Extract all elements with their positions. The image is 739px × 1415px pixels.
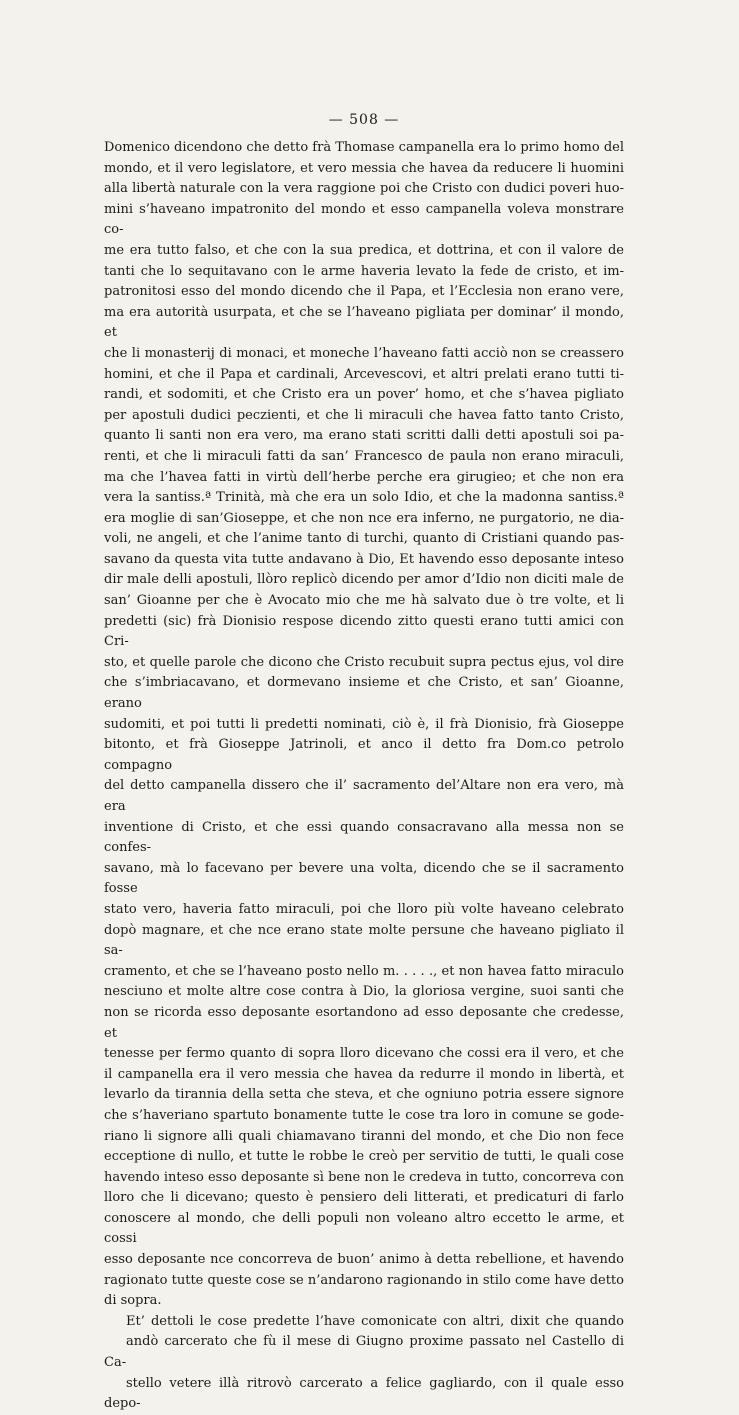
text-line: Et’ dettoli le cose predette l’have comonicate con altri, dixit che quando: [126, 1313, 624, 1329]
text-line: ma era autorità usurpata, et che se l’haveano pigliata per dominar’ il mondo, et: [104, 304, 624, 341]
page-number: — 508 —: [328, 112, 400, 128]
text-line: andò carcerato che fù il mese di Giugno proxime passato nel Castello di Ca-: [104, 1334, 624, 1371]
text-line: predetti (sic) frà Dionisio respose dicendo zitto questi erano tutti amici con Cri-: [104, 613, 624, 650]
text-line: per apostuli dudici peczienti, et che li miraculi che havea fatto tanto Cristo,: [104, 407, 624, 423]
paragraph: [104, 1312, 624, 1415]
text-line: havendo inteso esso deposante sì bene non le credeva in tutto, concorreva con: [104, 1169, 624, 1185]
text-line: che s’imbriacavano, et dormevano insieme et che Cristo, et san’ Gioanne, erano: [104, 675, 624, 712]
text-line: che s’haveriano spartuto bonamente tutte le cose tra loro in comune se gode-: [104, 1107, 624, 1123]
text-line: quanto li santi non era vero, ma erano stati scritti dalli detti apostuli soi pa-: [104, 428, 624, 444]
text-line: non se ricorda esso deposante esortandono ad esso deposante che credesse, et: [104, 1004, 624, 1041]
text-line: che li monasterij di monaci, et moneche l’haveano fatti acciò non se creassero: [104, 345, 624, 361]
text-line: homini, et che il Papa et cardinali, Arcevescovi, et altri prelati erano tutti ti-: [104, 366, 624, 382]
text-line: stato vero, haveria fatto miraculi, poi che lloro più volte haveano celebrato: [104, 901, 624, 917]
text-line: mondo, et il vero legislatore, et vero messia che havea da reducere li huomini: [104, 160, 624, 176]
text-line: san’ Gioanne per che è Avocato mio che me hà salvato due ò tre volte, et li: [104, 593, 624, 609]
text-line: savano da questa vita tutte andavano à Dio, Et havendo esso deposante inteso: [104, 551, 624, 567]
text-line: sudomiti, et poi tutti li predetti nominati, ciò è, il frà Dionisio, frà Gioseppe: [104, 716, 624, 732]
text-line: vera la santiss.ª Trinità, mà che era un solo Idio, et che la madonna santiss.ª: [104, 490, 624, 506]
text-line: era moglie di san’Gioseppe, et che non nce era inferno, ne purgatorio, ne dia-: [104, 510, 624, 526]
text-line: ragionato tutte queste cose se n’andarono ragionando in stilo come have detto: [104, 1272, 624, 1288]
text-line: bitonto, et frà Gioseppe Jatrinoli, et anco il detto fra Dom.co petrolo compagno: [104, 737, 624, 773]
text-line: il campanella era il vero messia che havea da redurre il mondo in libertà, et: [104, 1066, 624, 1082]
paragraph: [104, 138, 624, 1312]
text-line: sto, et quelle parole che dicono che Cristo recubuit supra pectus ejus, vol dire: [104, 654, 624, 670]
text-line: stello vetere illà ritrovò carcerato a felice gagliardo, con il quale esso depo-: [104, 1375, 624, 1412]
text-line: esso deposante nce concorreva de buon’ animo à detta rebellione, et havendo: [104, 1252, 624, 1268]
text-line: me era tutto falso, et che con la sua predica, et dottrina, et con il valore de: [104, 242, 624, 258]
text-line: dir male delli apostuli, llòro replicò dicendo per amor d’Idio non diciti male de: [104, 572, 624, 588]
text-line: nesciuno et molte altre cose contra à Dio, la gloriosa vergine, suoi santi che: [104, 984, 624, 1000]
text-line: inventione di Cristo, et che essi quando consacravano alla messa non se confes-: [104, 819, 624, 856]
text-line: Domenico dicendono che detto frà Thomase campanella era lo primo homo del: [104, 140, 624, 155]
text-line: ma che l’havea fatti in virtù dell’herbe perche era girugieo; et che non era: [104, 469, 624, 485]
text-line: savano, mà lo facevano per bevere una volta, dicendo che se il sacramento fosse: [104, 860, 624, 897]
text-line: del detto campanella dissero che il’ sacramento del’Altare non era vero, mà era: [104, 778, 624, 814]
text-line: tanti che lo sequitavano con le arme haveria levato la fede de cristo, et im-: [104, 263, 624, 279]
text-line: ecceptione di nullo, et tutte le robbe le creò per servitio de tutti, le quali cose: [104, 1149, 624, 1165]
text-line: patronitosi esso del mondo dicendo che il Papa, et l’Ecclesia non erano vere,: [104, 284, 624, 300]
text-line: renti, et che li miraculi fatti da san’ Francesco de paula non erano miraculi,: [104, 448, 624, 464]
text-line: levarlo da tirannia della setta che steva, et che ogniuno potria essere signore: [104, 1087, 624, 1103]
text-line: riano li signore alli quali chiamavano tiranni del mondo, et che Dio non fece: [104, 1128, 624, 1144]
text-line: tenesse per fermo quanto di sopra lloro dicevano che cossi era il vero, et che: [104, 1046, 624, 1062]
text-line: dopò magnare, et che nce erano state molte persune che haveano pigliato il sa-: [104, 922, 624, 959]
document-body: [104, 138, 624, 1415]
text-line: mini s’haveano impatronito del mondo et esso campanella voleva monstrare co-: [104, 201, 624, 238]
document-page: [104, 112, 624, 1415]
text-line: randi, et sodomiti, et che Cristo era un pover’ homo, et che s’havea pigliato: [104, 387, 624, 403]
text-line: conoscere al mondo, che delli populi non voleano altro eccetto le arme, et cossi: [104, 1210, 624, 1247]
text-line: voli, ne angeli, et che l’anime tanto di turchi, quanto di Cristiani quando pas-: [104, 531, 624, 547]
text-line: lloro che li dicevano; questo è pensiero deli litterati, et predicaturi di farlo: [104, 1190, 624, 1206]
text-line: alla libertà naturale con la vera raggione poi che Cristo con dudici poveri huo-: [104, 181, 624, 197]
text-line: di sopra.: [104, 1293, 162, 1309]
text-line: cramento, et che se l’haveano posto nello m. . . . ., et non havea fatto miraculo: [104, 963, 624, 979]
